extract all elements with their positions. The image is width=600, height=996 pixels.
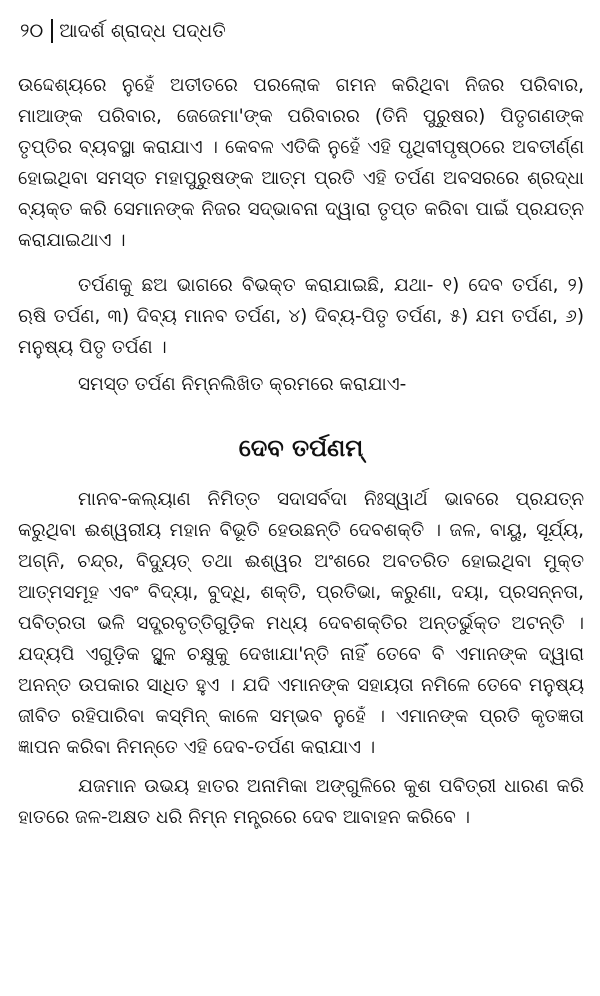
page-header	[20, 14, 584, 48]
paragraph-continuation: ଉଦ୍ଦେଶ୍ୟରେ ନୁହେଁ ଅତୀତରେ ପରଲୋକ ଗମନ କରିଥିବା ନିଜର ପରିବାର, ମାଆଙ୍କ ପରିବାର, ଜେଜେମା'ଙ୍କ ପରିବାରର (ତିନି ପୁରୁଷର) ପିତୃଗଣଙ୍କ ତୃପ୍ତିର ବ୍ୟବସ୍ଥା କରାଯାଏ । କେବଳ ଏତିକି ନୁହେଁ ଏହି ପୃଥିବୀପୃଷ୍ଠରେ ଅବତୀର୍ଣ୍ଣ ହୋଇଥିବା ସମସ୍ତ ମହାପୁରୁଷଙ୍କ ଆତ୍ମ ପ୍ରତି ଏହି ତର୍ପଣ ଅବସରରେ ଶ୍ରଦ୍ଧା ବ୍ୟକ୍ତ କରି ସେମାନଙ୍କ ନିଜର ସଦ୍ଭାବନା ଦ୍ୱାରା ତୃପ୍ତ କରିବା ପାଇଁ ପ୍ରଯତ୍ନ କରାଯାଇଥାଏ ।	[18, 75, 584, 251]
book-title: ଆଦର୍ଶ ଶ୍ରାଦ୍ଧ ପଦ୍ଧତି	[59, 20, 226, 42]
section-title: ଦେବ ତର୍ପଣମ୍	[238, 434, 364, 462]
page-number: ୨୦	[20, 20, 44, 42]
paragraph-tarpan-types: ତର୍ପଣକୁ ଛଅ ଭାଗରେ ବିଭକ୍ତ କରାଯାଇଛି, ଯଥା- ୧) ଦେବ ତର୍ପଣ, ୨) ଋଷି ତର୍ପଣ, ୩) ଦିବ୍ୟ ମାନବ ତର୍ପଣ, ୪) ଦିବ୍ୟ-ପିତୃ ତର୍ପଣ, ୫) ଯମ ତର୍ପଣ, ୬) ମନୁଷ୍ୟ ପିତୃ ତର୍ପଣ ।	[18, 275, 584, 358]
header-divider	[51, 19, 53, 43]
paragraph-deva-shakti: ମାନବ-କଲ୍ୟାଣ ନିମିତ୍ତ ସଦାସର୍ବଦା ନିଃସ୍ୱାର୍ଥ ଭାବରେ ପ୍ରଯତ୍ନ କରୁଥିବା ଈଶ୍ୱରୀୟ ମହାନ ବିଭୂତି ହେଉଛନ୍ତି ଦେବଶକ୍ତି । ଜଳ, ବାୟୁ, ସୂର୍ଯ୍ୟ, ଅଗ୍ନି, ଚନ୍ଦ୍ର, ବିଦ୍ୟୁତ୍ ତଥା ଈଶ୍ୱର ଅଂଶରେ ଅବତରିତ ହୋଇଥିବା ମୁକ୍ତ ଆତ୍ମସମୂହ ଏବଂ ବିଦ୍ୟା, ବୁଦ୍ଧି, ଶକ୍ତି, ପ୍ରତିଭା, କରୁଣା, ଦୟା, ପ୍ରସନ୍ନତା, ପବିତ୍ରତା ଭଳି ସଦ୍ପ୍ରବୃତ୍ତିଗୁଡ଼ିକ ମଧ୍ୟ ଦେବଶକ୍ତିର ଅନ୍ତର୍ଭୁକ୍ତ ଅଟନ୍ତି । ଯଦ୍ୟପି ଏଗୁଡ଼ିକ ସ୍ଥୂଳ ଚକ୍ଷୁକୁ ଦେଖାଯା'ନ୍ତି ନାହିଁ ତେବେ ବି ଏମାନଙ୍କ ଦ୍ୱାରା ଅନନ୍ତ ଉପକାର ସାଧିତ ହୁଏ । ଯଦି ଏମାନଙ୍କ ସହାୟତା ନମିଳେ ତେବେ ମନୁଷ୍ୟ ଜୀବିତ ରହିପାରିବା କସ୍ମିନ୍ କାଳେ ସମ୍ଭବ ନୁହେଁ । ଏମାନଙ୍କ ପ୍ରତି କୃତଜ୍ଞତା ଜ୍ଞାପନ କରିବା ନିମନ୍ତେ ଏହି ଦେବ-ତର୍ପଣ କରାଯାଏ ।	[18, 489, 584, 758]
paragraph-deva-avahan: ଯଜମାନ ଉଭୟ ହାତର ଅନାମିକା ଅଙ୍ଗୁଳିରେ କୁଶ ପବିତ୍ରୀ ଧାରଣ କରି ହାତରେ ଜଳ-ଅକ୍ଷତ ଧରି ନିମ୍ନ ମନ୍ତ୍ରରେ ଦେବ ଆବାହନ କରିବେ ।	[18, 776, 584, 828]
paragraph-tarpan-order: ସମସ୍ତ ତର୍ପଣ ନିମ୍ନଲିଖିତ କ୍ରମରେ କରାଯାଏ-	[78, 374, 407, 395]
